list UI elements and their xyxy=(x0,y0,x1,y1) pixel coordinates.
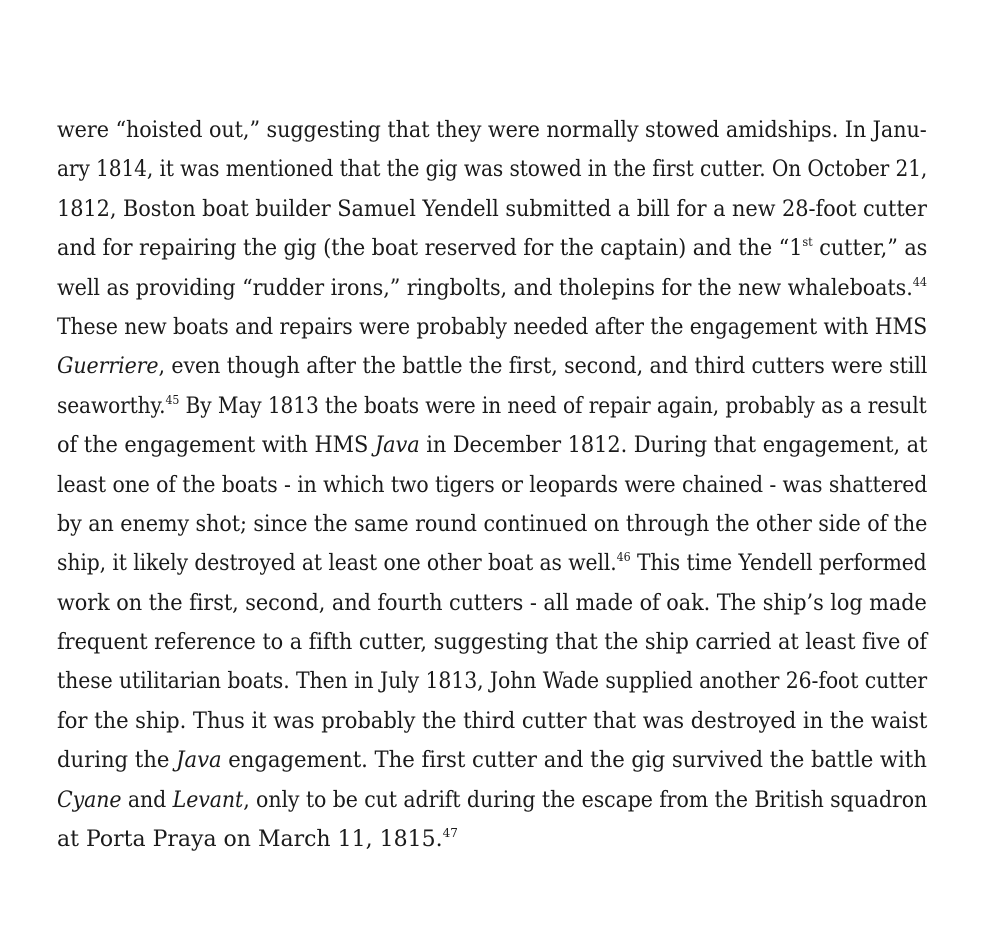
text-line xyxy=(57,229,928,268)
text-line xyxy=(57,387,927,426)
text-line xyxy=(57,269,927,308)
text-run: , only to be cut adrift during the escape from the British squadron xyxy=(243,787,928,813)
italic-ship-name: Cyane xyxy=(57,787,122,813)
text-run: , even though after the battle the first, second, and third cutters were still xyxy=(158,354,928,380)
text-line xyxy=(57,662,928,701)
text-run: during the xyxy=(57,748,177,774)
text-run: frequent reference to a fifth cutter, suggesting that the ship carried at least five of xyxy=(57,630,928,656)
text-line xyxy=(57,584,927,623)
text-run: and xyxy=(121,787,173,813)
text-run: ship, it likely destroyed at least one other boat as well. xyxy=(57,551,617,577)
superscript-text: st xyxy=(802,235,813,250)
text-line xyxy=(57,466,928,505)
text-run: by an enemy shot; since the same round continued on through the other side of the xyxy=(57,511,928,537)
text-run: 1812, Boston boat builder Samuel Yendell submitted a bill for a new 28-foot cutter xyxy=(57,196,927,222)
text-run: These new boats and repairs were probably needed after the engagement with HMS xyxy=(57,314,928,340)
text-run: and for repairing the gig (the boat reserved for the captain) and the “1 xyxy=(57,236,803,262)
footnote-marker: 45 xyxy=(165,392,180,407)
italic-ship-name: Java xyxy=(374,433,420,459)
text-line xyxy=(57,426,928,465)
text-line xyxy=(57,623,928,662)
text-run: This time Yendell performed xyxy=(630,551,927,577)
italic-ship-name: Levant xyxy=(172,787,244,813)
text-run: in December 1812. During that engagement, at xyxy=(419,433,928,459)
text-run: these utilitarian boats. Then in July 1813, John Wade supplied another 26-foot cutter xyxy=(57,669,928,695)
text-run: work on the first, second, and fourth cutters - all made of oak. The ship’s log made xyxy=(57,590,927,616)
italic-ship-name: Guerriere xyxy=(57,354,159,380)
text-run: ary 1814, it was mentioned that the gig was stowed in the first cutter. On October 21, xyxy=(57,157,928,183)
text-run: for the ship. Thus it was probably the third cutter that was destroyed in the waist xyxy=(57,708,928,734)
footnote-marker: 47 xyxy=(442,826,458,841)
italic-ship-name: Java xyxy=(176,748,222,774)
text-line xyxy=(57,308,928,347)
footnote-marker: 44 xyxy=(912,274,927,289)
text-line xyxy=(57,190,927,229)
text-line xyxy=(57,741,927,780)
text-line xyxy=(57,702,928,741)
text-run: By May 1813 the boats were in need of repair again, probably as a result xyxy=(179,393,927,419)
text-run: of the engagement with HMS xyxy=(57,433,375,459)
text-line xyxy=(57,111,927,150)
text-line xyxy=(57,347,928,386)
footnote-marker: 46 xyxy=(616,550,631,565)
text-line xyxy=(57,820,927,859)
text-run: engagement. The first cutter and the gig survived the battle with xyxy=(221,748,927,774)
text-line xyxy=(57,544,927,583)
text-line xyxy=(57,150,928,189)
text-run: at Porta Praya on March 11, 1815. xyxy=(57,827,443,853)
text-run: least one of the boats - in which two tigers or leopards were chained - was shattered xyxy=(57,472,928,498)
text-line xyxy=(57,781,928,820)
text-run: well as providing “rudder irons,” ringbolts, and tholepins for the new whaleboats. xyxy=(57,275,913,301)
text-run: cutter,” as xyxy=(812,236,928,262)
text-run: were “hoisted out,” suggesting that they were normally stowed amidships. In Janu- xyxy=(57,118,927,143)
text-run: seaworthy. xyxy=(57,393,166,419)
text-line xyxy=(57,505,928,544)
body-paragraph xyxy=(57,111,927,859)
